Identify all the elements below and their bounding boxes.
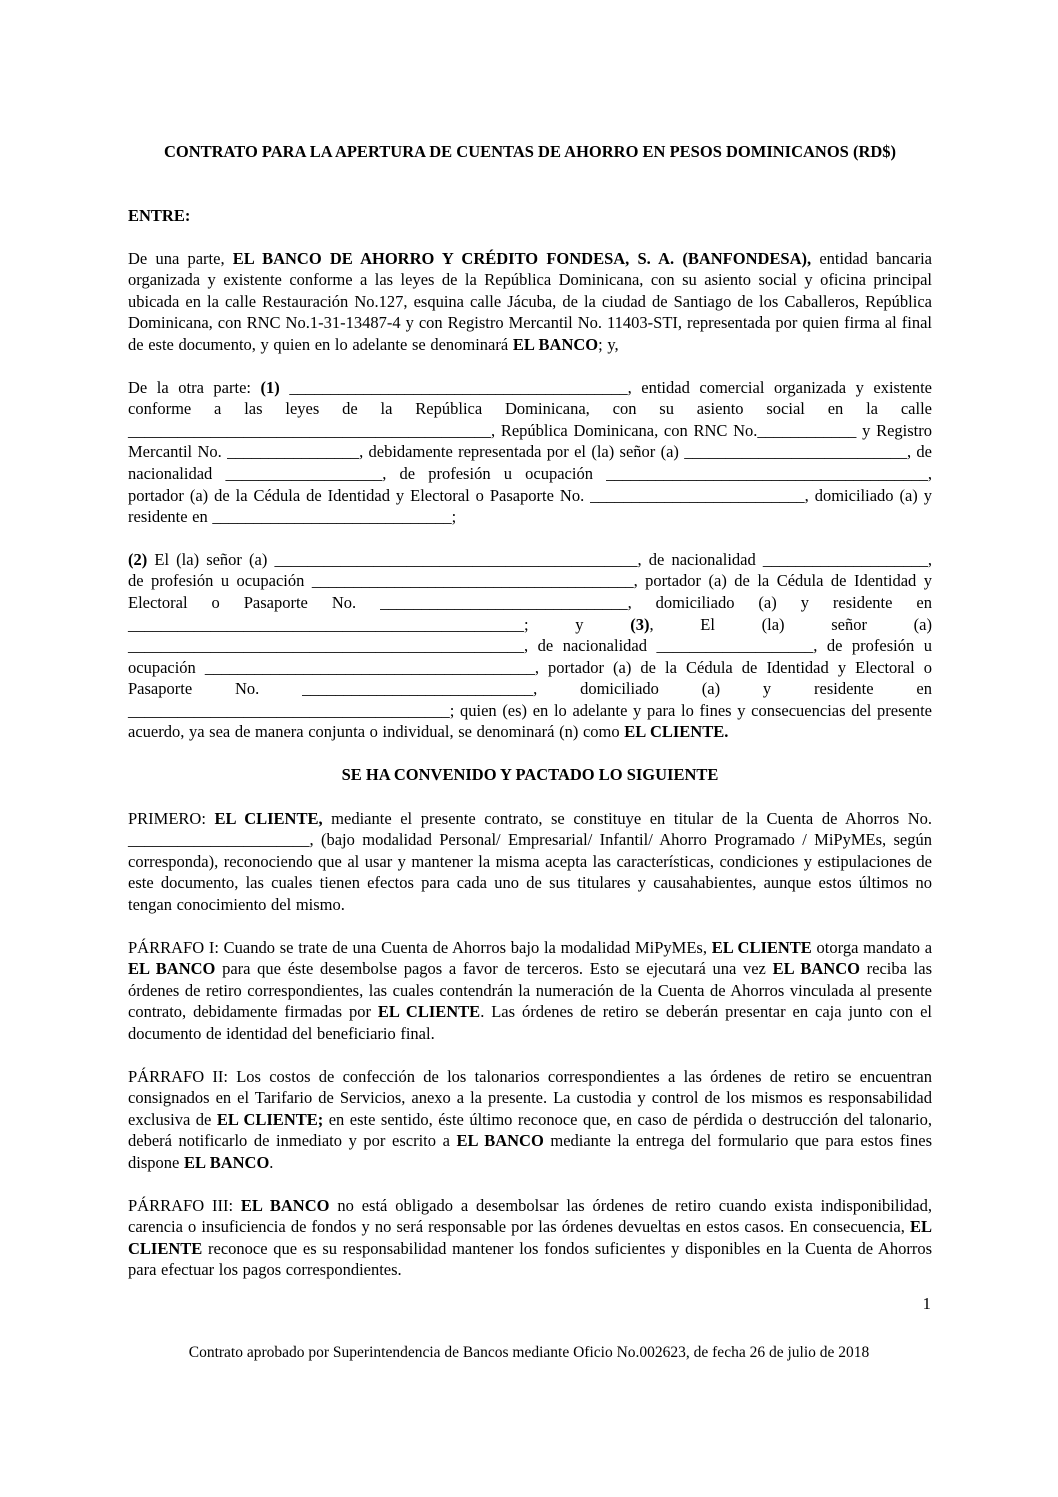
- paragraph-bank-party: De una parte, EL BANCO DE AHORRO Y CRÉDITO FONDESA, S. A. (BANFONDESA), entidad bancaria organizada y existente conforme a las leyes de la República Dominicana, con su asiento social y oficina principal ubicada en la calle Restauración No.127, esquina calle Jácuba, de la ciudad de Santiago de los Caballeros, República Dominicana, con RNC No.1-31-13487-4 y con Registro Mercantil No. 11403-STI, representada por quien firma al final de este documento, y quien en lo adelante se denominará EL BANCO; y,: [128, 248, 932, 354]
- paragraph-client-party-1: De la otra parte: (1) _________________________________________, entidad comercial organizada y existente conforme a las leyes de la República Dominicana, con su asiento social en la calle ____________________________________________, República Dominicana, con RNC No.____________ y Registro Mercantil No. ________________, debidamente representada por el (la) señor (a) ___________________________, de nacionalidad ___________________, de profesión u ocupación _______________________________________, portador (a) de la Cédula de Identidad y Electoral o Pasaporte No. __________________________, domiciliado (a) y residente en _____________________________;: [128, 377, 933, 527]
- clause-primero: PRIMERO: EL CLIENTE, mediante el presente contrato, se constituye en titular de la Cuenta de Ahorros No. ______________________, (bajo modalidad Personal/ Empresarial/ Infantil/ Ahorro Programado / MiPyMEs, según corresponda), reconociendo que al usar y mantener la misma acepta las características, condiciones y estipulaciones de este documento, las cuales tienen efectos para cada uno de sus titulares y causahabientes, aunque estos últimos no tengan conocimiento del mismo.: [128, 808, 933, 915]
- clause-parrafo-i: PÁRRAFO I: Cuando se trate de una Cuenta de Ahorros bajo la modalidad MiPyMEs, EL CLIENTE otorga mandato a EL BANCO para que éste desembolse pagos a favor de terceros. Esto se ejecutará una vez EL BANCO reciba las órdenes de retiro correspondientes, las cuales contendrán la numeración de la Cuenta de Ahorros vinculada al presente contrato, debidamente firmadas por EL CLIENTE. Las órdenes de retiro se deberán presentar en caja junto con el documento de identidad del beneficiario final.: [128, 937, 933, 1043]
- document-title: CONTRATO PARA LA APERTURA DE CUENTAS DE AHORRO EN PESOS DOMINICANOS (RD$): [163, 142, 897, 161]
- agreement-heading: SE HA CONVENIDO Y PACTADO LO SIGUIENTE: [341, 765, 719, 785]
- page-number: 1: [922, 1294, 931, 1313]
- clause-parrafo-ii: PÁRRAFO II: Los costos de confección de los talonarios correspondientes a las órdenes de retiro se encuentran consignados en el Tarifario de Servicios, anexo a la presente. La custodia y control de los mismos es responsabilidad exclusiva de EL CLIENTE; en este sentido, éste último reconoce que, en caso de pérdida o destrucción del talonario, deberá notificarlo de inmediato y por escrito a EL BANCO mediante la entrega del formulario que para estos fines dispone EL BANCO.: [128, 1066, 933, 1172]
- entre-heading: ENTRE:: [128, 206, 191, 225]
- clause-parrafo-iii: PÁRRAFO III: EL BANCO no está obligado a desembolsar las órdenes de retiro cuando exista indisponibilidad, carencia o insuficiencia de fondos y no será responsable por las órdenes devueltas en estos casos. En consecuencia, EL CLIENTE reconoce que es su responsabilidad mantener los fondos suficientes y disponibles en la Cuenta de Ahorros para efectuar los pagos correspondientes.: [128, 1195, 933, 1280]
- footer-approval-note: Contrato aprobado por Superintendencia de Bancos mediante Oficio No.002623, de fecha 26 de julio de 2018: [188, 1344, 870, 1361]
- paragraph-client-party-2-3: (2) El (la) señor (a) ____________________________________________, de nacionalidad ____________________, de profesión u ocupación _______________________________________, portador (a) de la Cédula de Identidad y Electoral o Pasaporte No. ______________________________, domiciliado (a) y residente en ________________________________________________; y (3), El (la) señor (a) ________________________________________________, de nacionalidad ___________________, de profesión u ocupación ________________________________________, portador (a) de la Cédula de Identidad y Electoral o Pasaporte No. ____________________________, domiciliado (a) y residente en _______________________________________; quien (es) en lo adelante y para lo fines y consecuencias del presente acuerdo, ya sea de manera conjunta o individual, se denominará (n) como EL CLIENTE.: [128, 549, 932, 742]
